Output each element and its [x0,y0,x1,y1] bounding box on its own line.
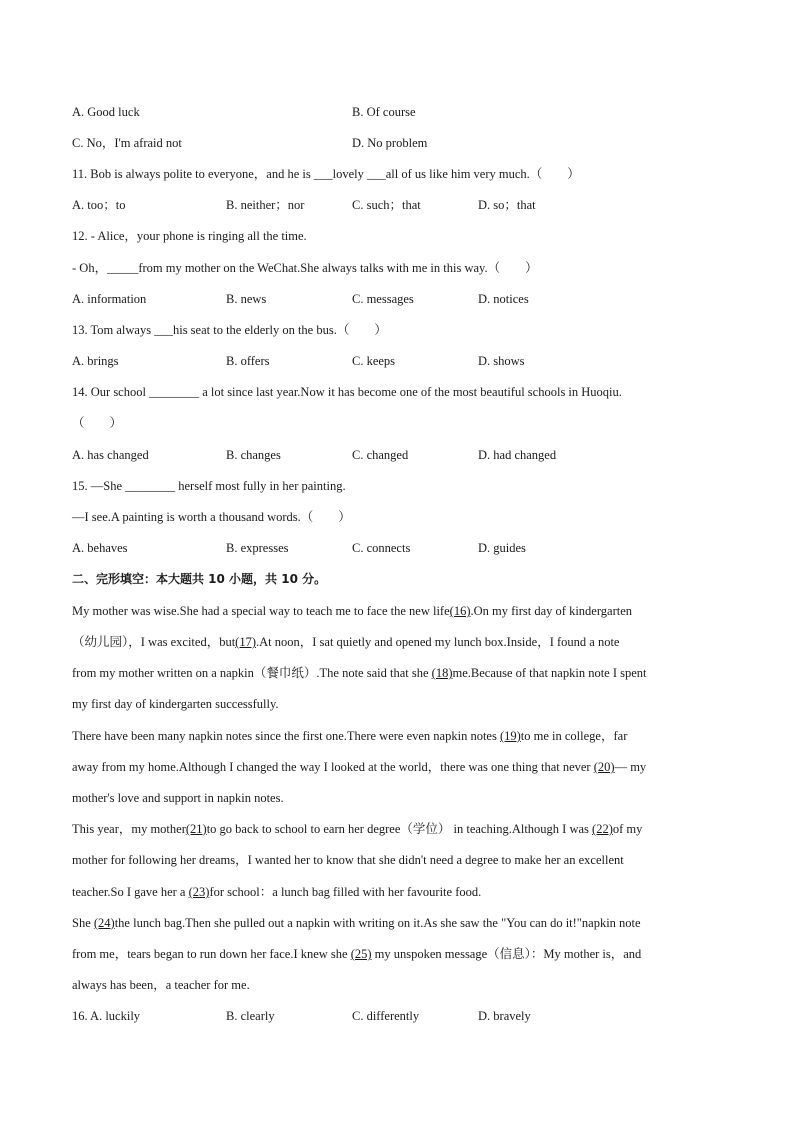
blank-18: (18) [431,666,453,680]
passage-line: away from my home.Although I changed the way I looked at the world，there was one thing that never (20)— my [72,760,647,774]
q12-option-a: A. information [72,292,147,306]
q12-line-1: 12. - Alice，your phone is ringing all the time. [72,229,307,243]
q15-option-a: A. behaves [72,541,128,555]
section-heading-cloze: 二、完形填空：本大题共 10 小题，共 10 分。 [72,572,327,586]
blank-17: (17) [235,635,256,649]
q13-option-a: A. brings [72,354,119,368]
blank-16: (16) [449,604,471,618]
q11-option-c: C. such；that [352,198,421,212]
passage-line: teacher.So I gave her a (23)for school：a lunch bag filled with her favourite food. [72,885,482,899]
q15-line-1: 15. —She ________ herself most fully in her painting. [72,479,346,493]
q15-option-d: D. guides [478,541,526,555]
q14-option-d: D. had changed [478,448,557,462]
passage-line: always has been，a teacher for me. [72,978,250,992]
q15-line-2: —I see.A painting is worth a thousand words.（ ） [72,510,351,524]
q13-option-c: C. keeps [352,354,396,368]
blank-22: (22) [592,822,613,836]
q15-option-c: C. connects [352,541,411,555]
q12-option-d: D. notices [478,292,529,306]
q14-answer-paren: （ ） [72,416,123,430]
passage-line: from me，tears began to run down her face.I knew she (25) my unspoken message（信息）：My mother is，and [72,947,642,961]
q16-option-c: C. differently [352,1009,420,1023]
q10-option-c: C. No，I'm afraid not [72,136,182,150]
q14-option-b: B. changes [226,448,281,462]
passage-line: There have been many napkin notes since the first one.There were even napkin notes (19)to me in college，far [72,729,628,743]
passage-line: from my mother written on a napkin（餐巾纸）.The note said that she (18)me.Because of that napkin note I spent [72,666,647,680]
q12-option-b: B. news [226,292,267,306]
blank-23: (23) [188,885,210,899]
q15-option-b: B. expresses [226,541,289,555]
q11-stem: 11. Bob is always polite to everyone，and he is ___lovely ___all of us like him very much.（ ） [72,167,580,181]
q10-option-a: A. Good luck [72,105,140,119]
blank-25: (25) [350,947,372,961]
passage-line: mother for following her dreams，I wanted her to know that she didn't need a degree to make her an excellent [72,853,624,867]
passage-line: mother's love and support in napkin notes. [72,791,284,805]
q14-stem: 14. Our school ________ a lot since last year.Now it has become one of the most beautiful schools in Huoqiu. [72,385,622,399]
q13-option-d: D. shows [478,354,525,368]
q11-option-b: B. neither；nor [226,198,305,212]
q14-option-a: A. has changed [72,448,149,462]
passage-line: （幼儿园），I was excited，but(17).At noon，I sat quietly and opened my lunch box.Inside，I found a note [72,635,620,649]
blank-21: (21) [185,822,207,836]
q10-option-d: D. No problem [352,136,428,150]
q16-option-a: 16. A. luckily [72,1009,141,1023]
blank-20: (20) [593,760,615,774]
q11-option-a: A. too；to [72,198,126,212]
q13-stem: 13. Tom always ___his seat to the elderly on the bus.（ ） [72,323,387,337]
passage-line: my first day of kindergarten successfully. [72,697,279,711]
q12-option-c: C. messages [352,292,414,306]
blank-24: (24) [93,916,115,930]
passage-line: This year，my mother(21)to go back to school to earn her degree（学位） in teaching.Although I was (22)of my [72,822,643,836]
q14-option-c: C. changed [352,448,409,462]
q10-option-b: B. Of course [352,105,416,119]
q16-option-d: D. bravely [478,1009,531,1023]
q16-option-b: B. clearly [226,1009,275,1023]
q12-line-2: - Oh，_____from my mother on the WeChat.She always talks with me in this way.（ ） [72,261,538,275]
q11-option-d: D. so；that [478,198,536,212]
q13-option-b: B. offers [226,354,270,368]
blank-19: (19) [499,729,521,743]
passage-line: She (24)the lunch bag.Then she pulled out a napkin with writing on it.As she saw the "You can do it!"napkin note [72,916,641,930]
passage-line: My mother was wise.She had a special way to teach me to face the new life(16).On my first day of kindergarten [72,604,633,618]
